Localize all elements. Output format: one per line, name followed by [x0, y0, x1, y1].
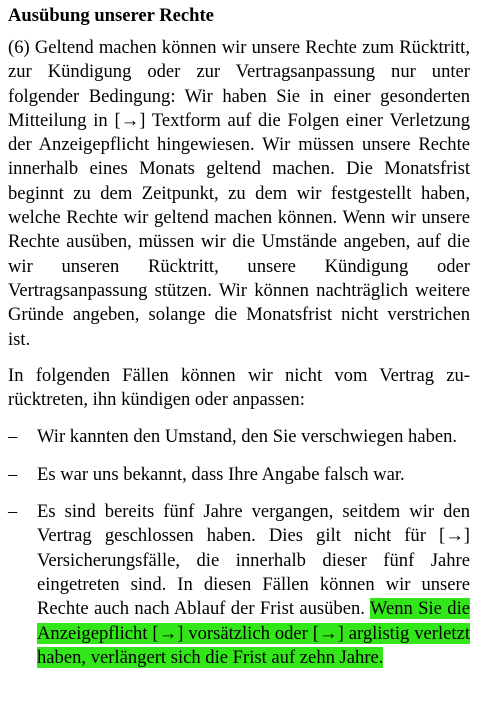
list-item-text: [37, 500, 470, 670]
list-item: [8, 425, 470, 449]
list-dash: –: [8, 501, 18, 523]
section-heading: Ausübung unserer Rechte: [8, 5, 214, 26]
paragraph-exercise-of-rights: (6) Geltend machen können wir unsere Rechte zum Rücktritt, zur Kündigung oder zur Vertragsanpassung nur unter folgender Bedingung: Wir haben Sie in einer gesonderten Mitteilung in [→] Textform auf die Folgen einer Verletzung der Anzeigepflicht hingewiesen. Wir müssen unsere Rechte innerhalb eines Monats geltend machen. Die Monatsfrist beginnt zu dem Zeitpunkt, zu dem wir festgestellt haben, welche Rechte wir geltend machen können. Wenn wir unsere Rechte ausüben, müssen wir die Umstände angeben, auf die wir unseren Rücktritt, unsere Kündigung oder Vertragsanpassung stützen. Wir können nachträglich weitere Gründe angeben, solange die Monatsfrist nicht verstrichen ist.: [8, 37, 470, 350]
paragraph-exceptions-intro: In folgenden Fällen können wir nicht vom Vertrag zurücktreten, ihn kündigen oder anpassen:: [8, 364, 470, 411]
list-item-text-plain: Es sind bereits fünf Jahre vergangen, seitdem wir den Vertrag geschlossen haben. Dies gilt nicht für [→] Versicherungsfälle, die innerhalb dieser fünf Jahre eingetreten sind. In diesen Fällen können wir unsere Rechte auch nach Ablauf der Frist ausüben.: [37, 501, 470, 620]
list-item-text: Es war uns bekannt, dass Ihre Angabe falsch war.: [37, 463, 405, 485]
document-page: [8, 4, 470, 670]
list-dash: –: [8, 463, 18, 485]
highlighted-text: Wenn Sie die Anzeigepflicht [→] vorsätzlich oder [→] arglistig verletzt haben, verlängert sich die Frist auf zehn Jahre.: [37, 598, 470, 668]
list-item: [8, 500, 470, 670]
list-item: [8, 463, 470, 487]
list-dash: –: [8, 426, 18, 448]
list-item-text: Wir kannten den Umstand, den Sie verschwiegen haben.: [37, 426, 458, 448]
exceptions-list: [8, 425, 470, 670]
